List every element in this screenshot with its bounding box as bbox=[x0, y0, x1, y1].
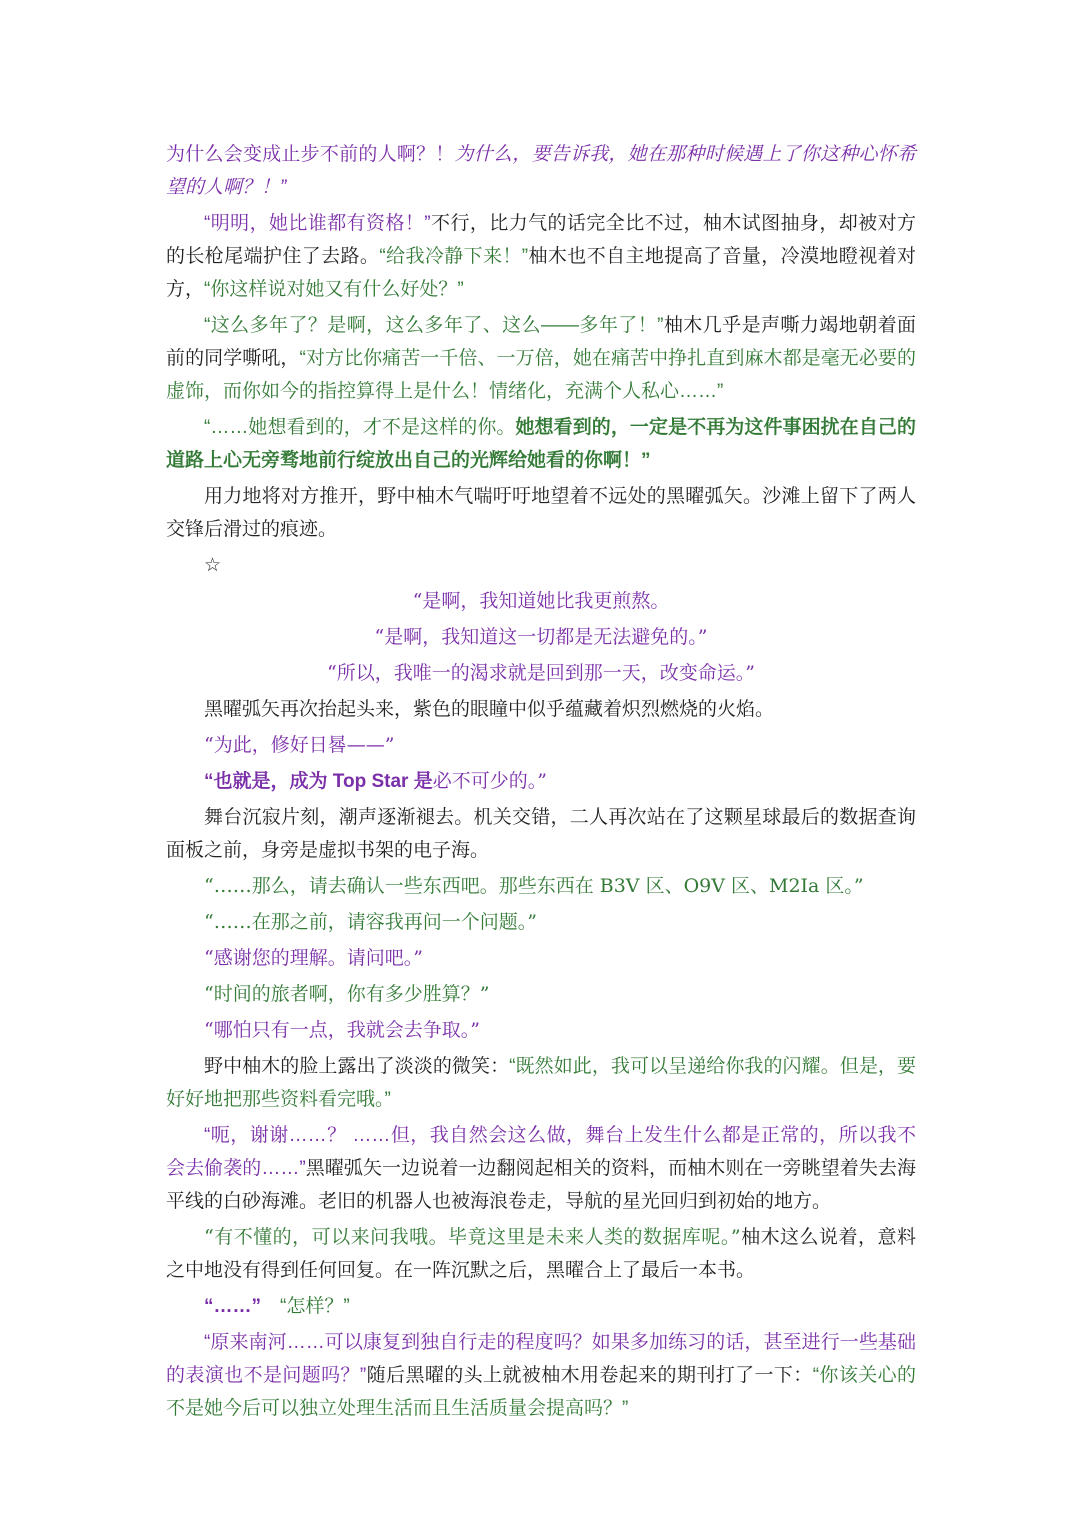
paragraph bbox=[166, 729, 916, 762]
paragraph bbox=[166, 621, 916, 654]
paragraph bbox=[166, 411, 916, 477]
paragraph bbox=[166, 801, 916, 867]
text-segment: 为什么会变成止步不前的人啊？！ bbox=[166, 144, 455, 165]
text-segment: “给我冷静下来！” bbox=[379, 246, 529, 267]
text-segment: “也就是，成为 Top Star 是 bbox=[204, 771, 433, 792]
text-segment: “哪怕只有一点，我就会去争取。” bbox=[204, 1019, 480, 1041]
text-segment: 她想看到的，一定是不再为这件事困扰在自己的道路上心无旁骛地前行绽放出自己的光辉给她看的你啊！” bbox=[166, 417, 916, 471]
text-segment: “你这样说对她又有什么好处？” bbox=[204, 279, 464, 300]
text-segment: “呃，谢谢……？ ……但，我自然会这么做，舞台上发生什么都是正常的，所以我不会去偷袭的……” bbox=[166, 1125, 916, 1179]
paragraph bbox=[166, 978, 916, 1011]
text-segment: “……在那之前，请容我再问一个问题。” bbox=[204, 911, 537, 933]
text-segment: 野中柚木的脸上露出了淡淡的微笑： bbox=[204, 1056, 510, 1077]
text-segment: “……” bbox=[204, 1296, 261, 1317]
text-segment: 黑曜弧矢一边说着一边翻阅起相关的资料，而柚木则在一旁眺望着失去海平线的白砂海滩。老旧的机器人也被海浪卷走，导航的星光回归到初始的地方。 bbox=[166, 1158, 916, 1212]
paragraph bbox=[166, 480, 916, 546]
paragraph bbox=[166, 549, 916, 582]
text-segment: 不行，比力气的话完全比不过，柚木试图抽身，却被对方的长枪尾端护住了去路。 bbox=[166, 213, 916, 267]
text-segment: “是啊，我知道她比我更煎熬。 bbox=[412, 590, 670, 612]
text-segment: “有不懂的，可以来问我哦。毕竟这里是未来人类的数据库呢。” bbox=[204, 1226, 741, 1248]
text-segment: “你该关心的不是她今后可以独立处理生活而且生活质量会提高吗？” bbox=[166, 1365, 916, 1419]
paragraph bbox=[166, 1326, 916, 1425]
text-segment: 柚木也不自主地提高了音量，冷漠地瞪视着对方， bbox=[166, 246, 916, 300]
paragraph bbox=[166, 765, 916, 798]
text-segment: ☆ bbox=[204, 555, 222, 576]
paragraph bbox=[166, 1014, 916, 1047]
text-segment: 为什么，要告诉我，她在那种时候遇上了你这种心怀希望的人啊？！” bbox=[166, 144, 916, 198]
text-segment: “时间的旅者啊，你有多少胜算？” bbox=[204, 983, 490, 1005]
text-segment: “……她想看到的，才不是这样的你。 bbox=[204, 417, 516, 438]
paragraph bbox=[166, 693, 916, 726]
paragraph bbox=[166, 138, 916, 204]
text-segment: “原来南河……可以康复到独自行走的程度吗？如果多加练习的话，甚至进行一些基础的表演也不是问题吗？” bbox=[166, 1332, 916, 1386]
paragraph bbox=[166, 1221, 916, 1287]
paragraph bbox=[166, 942, 916, 975]
paragraph bbox=[166, 1290, 916, 1323]
paragraph bbox=[166, 1119, 916, 1218]
text-segment: “……那么，请去确认一些东西吧。那些东西在 B3V 区、O9V 区、M2Ia 区。” bbox=[204, 875, 864, 897]
paragraph bbox=[166, 207, 916, 306]
document-body bbox=[166, 138, 916, 1425]
text-segment: 必不可少的。” bbox=[432, 770, 547, 792]
paragraph bbox=[166, 309, 916, 408]
text-segment bbox=[261, 1296, 280, 1317]
paragraph bbox=[166, 657, 916, 690]
text-segment: “对方比你痛苦一千倍、一万倍，她在痛苦中挣扎直到麻木都是毫无必要的虚饰，而你如今的指控算得上是什么！情绪化，充满个人私心……” bbox=[166, 348, 916, 402]
text-segment: “这么多年了？是啊，这么多年了、这么——多年了！” bbox=[204, 315, 664, 336]
text-segment: “感谢您的理解。请问吧。” bbox=[204, 947, 423, 969]
text-segment: “怎样？” bbox=[280, 1296, 350, 1317]
text-segment: 柚木几乎是声嘶力竭地朝着面前的同学嘶吼， bbox=[166, 315, 916, 369]
text-segment: “明明，她比谁都有资格！” bbox=[204, 213, 431, 234]
text-segment: “是啊，我知道这一切都是无法避免的。” bbox=[374, 626, 708, 648]
paragraph bbox=[166, 870, 916, 903]
text-segment: “所以，我唯一的渴求就是回到那一天，改变命运。” bbox=[327, 662, 755, 684]
paragraph bbox=[166, 1050, 916, 1116]
paragraph bbox=[166, 585, 916, 618]
text-segment: “既然如此，我可以呈递给你我的闪耀。但是，要好好地把那些资料看完哦。” bbox=[166, 1056, 916, 1110]
text-segment: 随后黑曜的头上就被柚木用卷起来的期刊打了一下： bbox=[366, 1365, 813, 1386]
text-segment: 黑曜弧矢再次抬起头来，紫色的眼瞳中似乎蕴藏着炽烈燃烧的火焰。 bbox=[204, 699, 775, 720]
text-segment: “为此，修好日晷——” bbox=[204, 734, 395, 756]
text-segment: 舞台沉寂片刻，潮声逐渐褪去。机关交错，二人再次站在了这颗星球最后的数据查询面板之前，身旁是虚拟书架的电子海。 bbox=[166, 807, 916, 861]
text-segment: 用力地将对方推开，野中柚木气喘吁吁地望着不远处的黑曜弧矢。沙滩上留下了两人交锋后滑过的痕迹。 bbox=[166, 486, 916, 540]
text-segment: 柚木这么说着，意料之中地没有得到任何回复。在一阵沉默之后，黑曜合上了最后一本书。 bbox=[166, 1227, 916, 1281]
paragraph bbox=[166, 906, 916, 939]
